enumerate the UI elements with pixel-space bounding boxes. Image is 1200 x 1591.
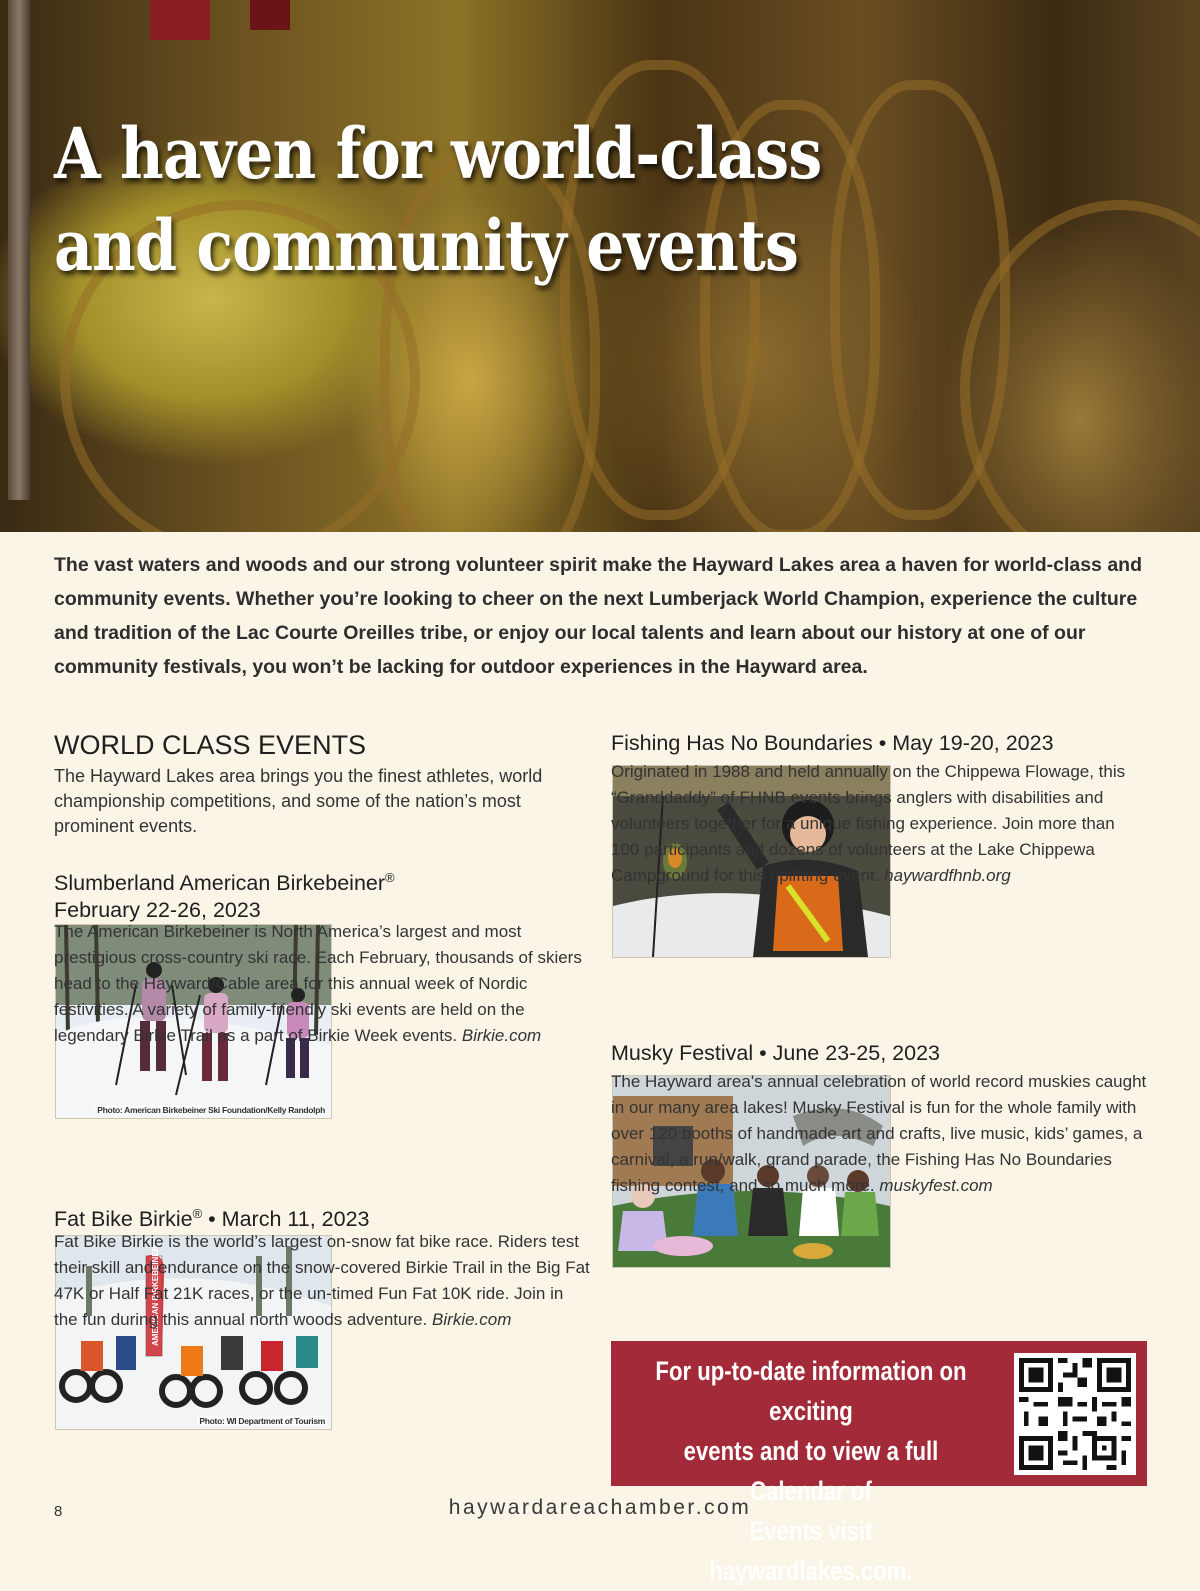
registered-mark: ® xyxy=(192,1206,203,1221)
birkebeiner-text: The American Birkebeiner is North America’s largest and most prestigious cross-country ski race. Each February, thousands of skiers head to the Hayward/Cable area for this annual week of Nordic festivities. A variety of family-friendly ski events are held on the legendary Birkie Trail as a part of Birkie Week events. xyxy=(54,922,582,1045)
hero-ribbon xyxy=(250,0,290,30)
qr-code-graphic xyxy=(1014,1353,1136,1475)
event-name: Slumberland American Birkebeiner xyxy=(54,871,386,896)
event-link[interactable]: muskyfest.com xyxy=(879,1176,993,1195)
fatbike-text: Fat Bike Birkie is the world’s largest on-snow fat bike race. Riders test their skill and endurance on the snow-covered Birkie Trail in the Big Fat 47K or Half Fat 21K races, or the un-timed Fun Fat 10K ride. Join in the fun during this annual north woods adventure. xyxy=(54,1232,590,1329)
footer-url[interactable]: haywardareachamber.com xyxy=(448,1496,752,1519)
hero-pole xyxy=(8,0,30,500)
musky-text: The Hayward area's annual celebration of world record muskies caught in our many area lakes! Musky Festival is fun for the whole family with over 120 booths of handmade art and crafts, live music, kids’ games, a carnival, a run/walk, grand parade, the Fishing Has No Boundaries fishing contest, and so much more. xyxy=(611,1072,1147,1195)
event-link[interactable]: Birkie.com xyxy=(432,1310,512,1329)
event-date: • March 11, 2023 xyxy=(202,1207,370,1232)
event-title-musky: Musky Festival • June 23-25, 2023 xyxy=(611,1041,940,1065)
title-line: A haven for world-class xyxy=(54,112,822,195)
photo-credit: Photo: WI Department of Tourism xyxy=(199,1416,325,1426)
page-number: 8 xyxy=(54,1503,63,1520)
event-description-fhnb xyxy=(611,759,1147,889)
event-link[interactable]: Birkie.com xyxy=(461,1026,542,1045)
registered-mark: ® xyxy=(385,870,395,885)
hero-ribbon xyxy=(150,0,210,40)
event-description-birkebeiner xyxy=(54,919,590,1049)
intro-paragraph: The vast waters and woods and our strong volunteer spirit make the Hayward Lakes area a haven for world-class and community events. Whether you’re looking to cheer on the next Lumberjack World Champion, experience the culture and tradition of the Lac Courte Oreilles tribe, or enjoy our local talents and learn about our history at one of our community festivals, you won’t be lacking for outdoor experiences in the Hayward area. xyxy=(54,554,1142,678)
fhnb-text: Originated in 1988 and held annually on the Chippewa Flowage, this “Granddaddy” of FHNB events brings anglers with disabilities and volunteers together for a unique fishing experience. Join more than 100 participants and dozens of volunteers at the Lake Chippewa Campground for this uplifting event. xyxy=(611,762,1126,885)
event-title-birkebeiner xyxy=(54,864,395,924)
hero-image xyxy=(0,0,1200,532)
cta-text xyxy=(647,1351,975,1591)
cta-line[interactable]: Events visit haywardlakes.com. xyxy=(709,1516,913,1586)
cta-line: events and to view a full Calendar of xyxy=(683,1436,939,1506)
banner-text: AMERICAN BIRKEBEINER xyxy=(151,1245,160,1346)
event-name: Fat Bike Birkie xyxy=(54,1207,193,1232)
cta-line: For up-to-date information on exciting xyxy=(655,1356,967,1426)
page-title xyxy=(54,108,828,292)
title-line: and community events xyxy=(54,204,799,287)
event-date: February 22-26, 2023 xyxy=(54,898,261,923)
event-description-musky xyxy=(611,1069,1147,1199)
qr-code-icon[interactable] xyxy=(1014,1353,1136,1475)
event-description-fatbike xyxy=(54,1229,590,1333)
photo-credit: Photo: American Birkebeiner Ski Foundation/Kelly Randolph xyxy=(97,1105,325,1115)
section-description: The Hayward Lakes area brings you the finest athletes, world championship competitions, and some of the nation’s most prominent events. xyxy=(54,766,543,836)
event-link[interactable]: haywardfhnb.org xyxy=(884,866,1011,885)
event-title-fhnb: Fishing Has No Boundaries • May 19-20, 2023 xyxy=(611,731,1054,755)
section-heading: WORLD CLASS EVENTS xyxy=(54,730,367,760)
cta-box xyxy=(611,1341,1147,1586)
